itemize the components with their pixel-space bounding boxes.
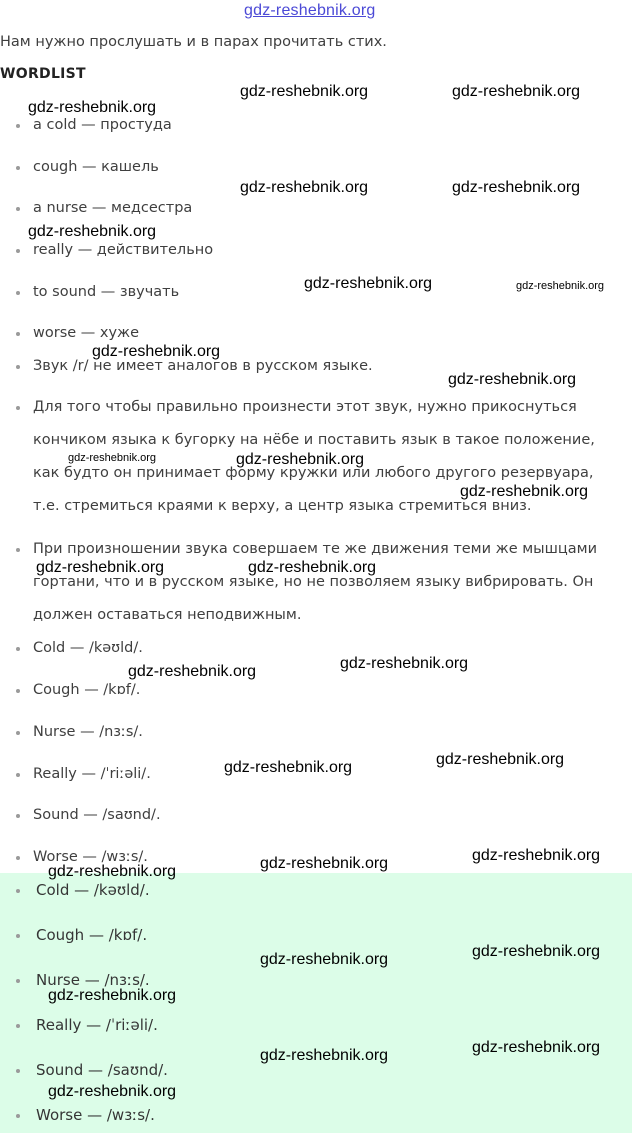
paragraph-line: кончиком языка к бугорку на нёбе и поставить язык в такое положение, — [33, 432, 595, 448]
paragraph-line: При произношении звука совершаем те же движения теми же мышцами — [33, 541, 598, 557]
wordlist-heading: WORDLIST — [0, 66, 86, 82]
watermark: gdz-reshebnik.org — [36, 559, 165, 576]
list-item: Cough — /kɒf/. — [33, 682, 141, 698]
watermark: gdz-reshebnik.org — [448, 371, 577, 388]
watermark: gdz-reshebnik.org — [304, 275, 433, 292]
list-item: Nurse — /nɜːs/. — [33, 724, 143, 740]
list-item: Sound — /saʊnd/. — [36, 1061, 168, 1079]
watermark: gdz-reshebnik.org — [436, 751, 565, 768]
list-item: Cold — /kəʊld/. — [33, 640, 143, 656]
paragraph-line: Для того чтобы правильно произнести этот звук, нужно прикоснуться — [33, 399, 577, 415]
watermark: gdz-reshebnik.org — [260, 855, 389, 872]
paragraph-line: как будто он принимает форму кружки или любого другого резервуара, — [33, 465, 594, 481]
list-item: Really — /ˈriːəli/. — [33, 766, 151, 782]
watermark: gdz-reshebnik.org — [48, 987, 177, 1004]
watermark: gdz-reshebnik.org — [516, 280, 605, 292]
list-item: Sound — /saʊnd/. — [33, 807, 161, 823]
watermark: gdz-reshebnik.org — [240, 83, 369, 100]
paragraph-line: т.е. стремиться краями к верху, а центр языка стремиться вниз. — [33, 498, 532, 514]
list-item: worse — хуже — [33, 325, 140, 341]
list-item: a nurse — медсестра — [33, 200, 193, 216]
watermark: gdz-reshebnik.org — [460, 483, 589, 500]
list-item: Really — /ˈriːəli/. — [36, 1016, 158, 1034]
pronunciation-paragraph — [33, 533, 623, 632]
list-item: a cold — простуда — [33, 117, 172, 133]
watermark: gdz-reshebnik.org — [240, 179, 369, 196]
list-item: Cough — /kɒf/. — [36, 926, 148, 944]
watermark: gdz-reshebnik.org — [48, 863, 177, 880]
watermark: gdz-reshebnik.org — [68, 452, 157, 464]
watermark: gdz-reshebnik.org — [28, 99, 157, 116]
watermark: gdz-reshebnik.org — [260, 1047, 389, 1064]
list-item: Nurse — /nɜːs/. — [36, 971, 150, 989]
list-item: Cold — /kəʊld/. — [36, 881, 150, 899]
site-link[interactable]: gdz-reshebnik.org — [244, 2, 376, 19]
list-item: Worse — /wɜːs/. — [36, 1106, 155, 1124]
watermark: gdz-reshebnik.org — [236, 451, 365, 468]
watermark: gdz-reshebnik.org — [92, 343, 221, 360]
list-item: really — действительно — [33, 242, 214, 258]
watermark: gdz-reshebnik.org — [452, 179, 581, 196]
watermark: gdz-reshebnik.org — [340, 655, 469, 672]
paragraph-line: гортани, что и в русском языке, но не позволяем языку вибрировать. Он — [33, 574, 594, 590]
intro-text: Нам нужно прослушать и в парах прочитать стих. — [0, 34, 387, 50]
list-item: Worse — /wɜːs/. — [33, 849, 148, 865]
watermark: gdz-reshebnik.org — [224, 759, 353, 776]
watermark: gdz-reshebnik.org — [452, 83, 581, 100]
watermark: gdz-reshebnik.org — [472, 847, 601, 864]
watermark: gdz-reshebnik.org — [248, 559, 377, 576]
watermark: gdz-reshebnik.org — [28, 223, 157, 240]
watermark: gdz-reshebnik.org — [472, 1039, 601, 1056]
watermark: gdz-reshebnik.org — [472, 943, 601, 960]
paragraph-line: должен оставаться неподвижным. — [33, 607, 302, 623]
list-item: Звук /r/ не имеет аналогов в русском языке. — [33, 358, 373, 374]
list-item: cough — кашель — [33, 159, 159, 175]
watermark: gdz-reshebnik.org — [48, 1083, 177, 1100]
list-item: to sound — звучать — [33, 284, 180, 300]
watermark: gdz-reshebnik.org — [260, 951, 389, 968]
watermark: gdz-reshebnik.org — [128, 663, 257, 680]
